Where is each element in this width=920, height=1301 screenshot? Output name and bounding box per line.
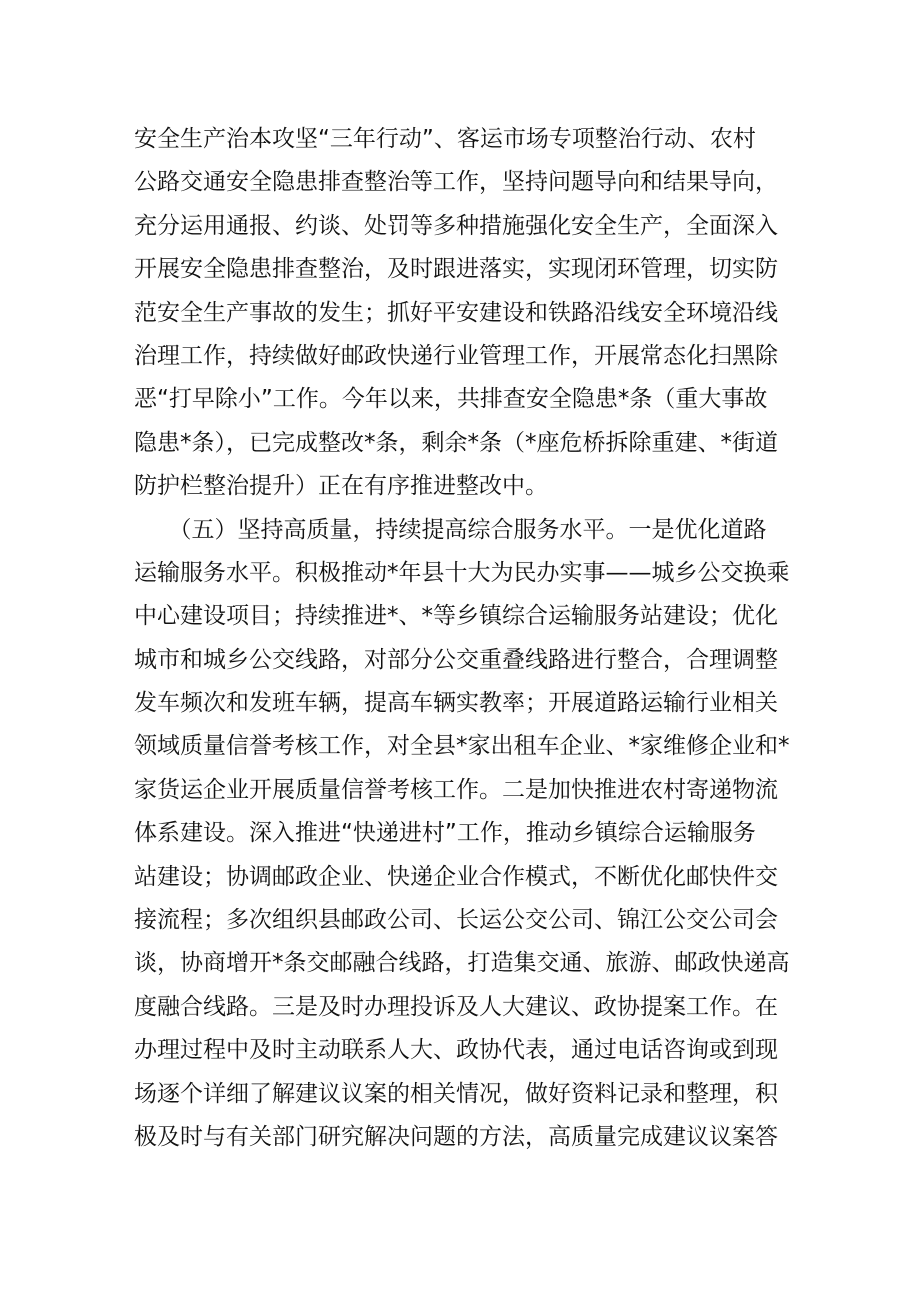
text-line: 极及时与有关部门研究解决问题的方法，高质量完成建议议案答 bbox=[134, 1123, 778, 1150]
text-line: 站建设；协调邮政企业、快递企业合作模式，不断优化邮快件交 bbox=[134, 863, 778, 890]
text-line: 发车频次和发班车辆，提高车辆实教率；开展道路运输行业相关 bbox=[134, 690, 778, 717]
text-line: 隐患*条），已完成整改*条，剩余*条（*座危桥拆除重建、*街道 bbox=[134, 429, 778, 456]
text-line: 家货运企业开展质量信誉考核工作。二是加快推进农村寄递物流 bbox=[134, 776, 778, 803]
body-text bbox=[134, 118, 794, 1159]
text-line: 谈，协商增开*条交邮融合线路，打造集交通、旅游、邮政快递高 bbox=[134, 950, 790, 977]
text-line: 范安全生产事故的发生；抓好平安建设和铁路沿线安全环境沿线 bbox=[134, 299, 778, 326]
text-line: 办理过程中及时主动联系人大、政协代表，通过电话咨询或到现 bbox=[134, 1037, 778, 1064]
text-line: 城市和城乡公交线路，对部分公交重叠线路进行整合，合理调整 bbox=[134, 646, 778, 673]
text-line: 安全生产治本攻坚“三年行动”、客运市场专项整治行动、农村 bbox=[134, 126, 756, 152]
text-line: 度融合线路。三是及时办理投诉及人大建议、政协提案工作。在 bbox=[134, 993, 778, 1020]
text-line: 治理工作，持续做好邮政快递行业管理工作，开展常态化扫黑除 bbox=[134, 342, 778, 369]
section-heading-line: （五）坚持高质量，持续提高综合服务水平。一是优化道路 bbox=[134, 516, 767, 543]
text-line: 中心建设项目；持续推进*、*等乡镇综合运输服务站建设；优化 bbox=[134, 603, 778, 630]
text-line: 充分运用通报、约谈、处罚等多种措施强化安全生产，全面深入 bbox=[134, 212, 778, 239]
text-line: 公路交通安全隐患排查整治等工作，坚持问题导向和结果导向， bbox=[134, 169, 778, 196]
text-line: 运输服务水平。积极推动*年县十大为民办实事——城乡公交换乘 bbox=[134, 559, 790, 586]
text-line: 体系建设。深入推进“快递进村”工作，推动乡镇综合运输服务 bbox=[134, 820, 756, 847]
text-line: 防护栏整治提升）正在有序推进整改中。 bbox=[134, 473, 548, 500]
text-line: 领域质量信誉考核工作，对全县*家出租车企业、*家维修企业和* bbox=[134, 733, 790, 760]
text-line: 接流程；多次组织县邮政公司、长运公交公司、锦江公交公司会 bbox=[134, 907, 778, 934]
text-line: 开展安全隐患排查整治，及时跟进落实，实现闭环管理，切实防 bbox=[134, 256, 778, 283]
text-line: 场逐个详细了解建议议案的相关情况，做好资料记录和整理，积 bbox=[134, 1080, 778, 1107]
text-line: 恶“打早除小”工作。今年以来，共排查安全隐患*条（重大事故 bbox=[134, 386, 768, 413]
